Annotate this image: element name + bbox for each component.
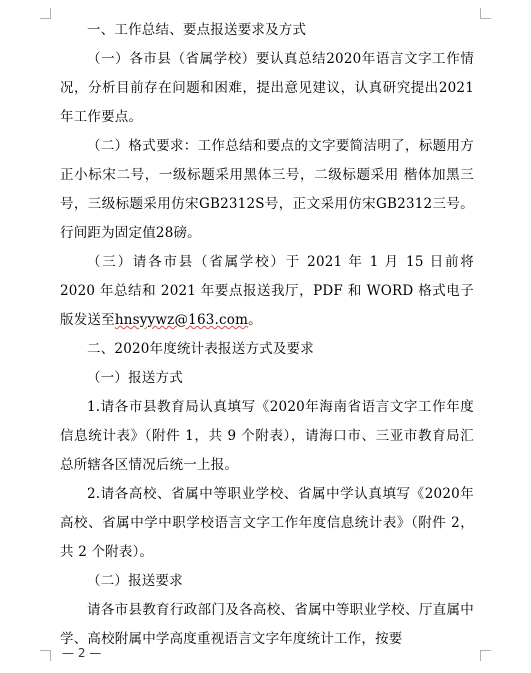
document-body[interactable] [60, 16, 474, 654]
email-address: hnsyywz@163.com [114, 312, 249, 328]
section-heading: 一、工作总结、要点报送要求及方式 [87, 22, 307, 38]
page-number: — 2 — [62, 646, 102, 660]
margin-corner-mark [40, 8, 51, 19]
subsection-heading: （一）报送方式 [87, 370, 183, 386]
paragraph: 请各市县教育行政部门及各高校、省属中等职业学校、厅直属中学、高校附属中学高度重视语言文字年度统计工作，按要 [60, 602, 474, 647]
paragraph: （二）格式要求：工作总结和要点的文字要简洁明了，标题用方正小标宋二号，一级标题采用黑体三号，二级标题采用 楷体加黑三号，三级标题采用仿宋GB2312S号，正文采用仿宋GB2312三号。行间距为固定值28磅。 [60, 138, 474, 241]
paragraph-text: 。 [248, 312, 262, 328]
margin-corner-mark [480, 8, 491, 19]
subsection-heading: （二）报送要求 [87, 573, 183, 589]
margin-corner-mark [480, 650, 491, 661]
paragraph: 1.请各市县教育局认真填写《2020年海南省语言文字工作年度信息统计表》（附件 1，共 9 个附表），请海口市、三亚市教育局汇总所辖各区情况后统一上报。 [60, 399, 474, 473]
section-heading: 二、2020年度统计表报送方式及要求 [87, 341, 314, 357]
paragraph-text: （三）请各市县（省属学校）于 2021 年 1 月 15 日前将 2020 年总结和 2021 年要点报送我厅，PDF 和 WORD 格式电子版发送至 [60, 254, 474, 328]
paragraph: （一）各市县（省属学校）要认真总结2020年语言文字工作情况，分析目前存在问题和困难，提出意见建议，认真研究提出2021年工作要点。 [60, 51, 474, 125]
paragraph [60, 248, 474, 335]
paragraph: 2.请各高校、省属中等职业学校、省属中学认真填写《2020年高校、省属中学中职学校语言文字工作年度信息统计表》（附件 2，共 2 个附表）。 [60, 486, 474, 560]
margin-corner-mark [40, 650, 51, 661]
